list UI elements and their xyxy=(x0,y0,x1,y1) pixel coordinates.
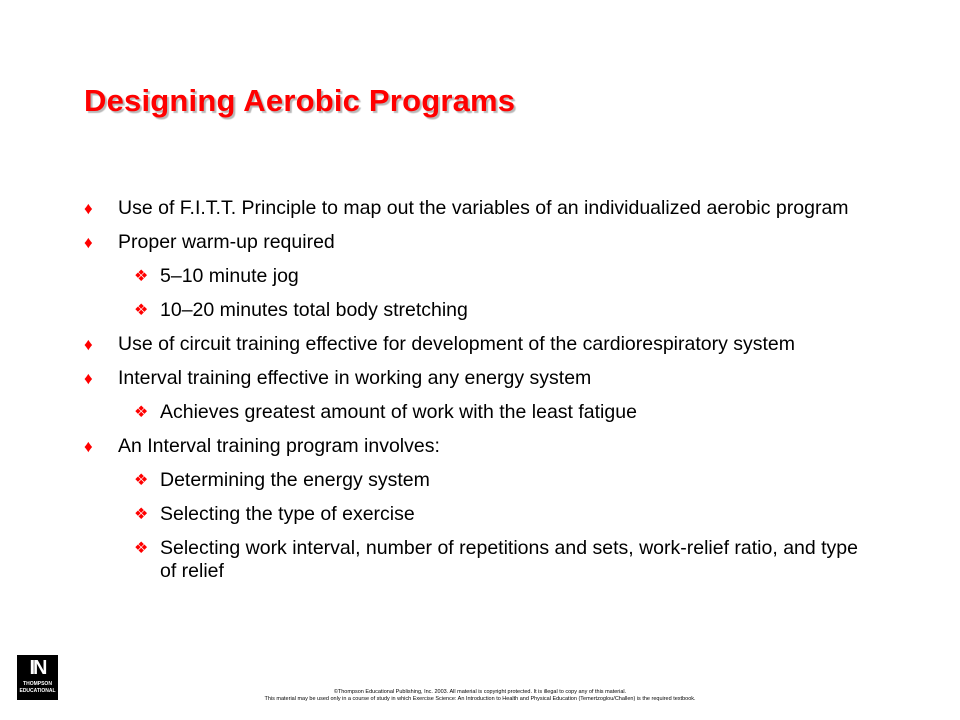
diamond-bullet-icon: ♦ xyxy=(84,233,93,252)
logo-word-line2: EDUCATIONAL xyxy=(19,688,56,694)
logo-word-line1: THOMPSON xyxy=(23,681,52,687)
bullet-item xyxy=(84,367,874,424)
publisher-logo xyxy=(17,655,58,700)
bullet-text: An Interval training program involves: xyxy=(118,435,440,457)
copyright-footer xyxy=(180,689,780,703)
diamond-bullet-icon: ♦ xyxy=(84,437,93,456)
sub-bullet-item xyxy=(118,503,874,526)
four-diamond-bullet-icon: ❖ xyxy=(134,472,149,489)
sub-bullet-list xyxy=(118,469,874,583)
sub-bullet-item xyxy=(118,265,874,288)
sub-bullet-list xyxy=(118,265,874,322)
bullet-item xyxy=(84,231,874,322)
sub-bullet-item xyxy=(118,299,874,322)
sub-bullet-text: Selecting work interval, number of repetitions and sets, work-relief ratio, and type of relief xyxy=(160,537,859,582)
bullet-text: Proper warm-up required xyxy=(118,231,335,253)
usage-notice-line: This material may be used only in a course of study in which Exercise Science: An Introduction to Health and Physical Education (Temertzoglou/Challen) is the required textbook. xyxy=(264,696,696,702)
sub-bullet-item xyxy=(118,537,874,583)
copyright-line: ©Thompson Educational Publishing, Inc. 2003. All material is copyright protected. It is illegal to copy any of this material. xyxy=(333,689,627,695)
sub-bullet-text: Achieves greatest amount of work with the least fatigue xyxy=(160,401,637,423)
bullet-text: Use of circuit training effective for development of the cardiorespiratory system xyxy=(118,333,796,355)
four-diamond-bullet-icon: ❖ xyxy=(134,506,149,523)
sub-bullet-item xyxy=(118,469,874,492)
slide-title: Designing Aerobic Programs xyxy=(84,83,516,118)
sub-bullet-text: 5–10 minute jog xyxy=(160,265,299,287)
bullet-item xyxy=(84,333,874,356)
sub-bullet-text: 10–20 minutes total body stretching xyxy=(160,299,468,321)
logo-mark-icon: IN xyxy=(29,657,46,679)
diamond-bullet-icon: ♦ xyxy=(84,199,93,218)
four-diamond-bullet-icon: ❖ xyxy=(134,268,149,285)
bullet-item xyxy=(84,197,874,220)
four-diamond-bullet-icon: ❖ xyxy=(134,404,149,421)
four-diamond-bullet-icon: ❖ xyxy=(134,540,149,557)
diamond-bullet-icon: ♦ xyxy=(84,369,93,388)
bullet-text: Use of F.I.T.T. Principle to map out the variables of an individualized aerobic program xyxy=(118,197,849,219)
bullet-item xyxy=(84,435,874,583)
sub-bullet-text: Selecting the type of exercise xyxy=(160,503,415,525)
sub-bullet-text: Determining the energy system xyxy=(160,469,430,491)
four-diamond-bullet-icon: ❖ xyxy=(134,302,149,319)
bullet-text: Interval training effective in working any energy system xyxy=(118,367,592,389)
diamond-bullet-icon: ♦ xyxy=(84,335,93,354)
sub-bullet-item xyxy=(118,401,874,424)
bullet-list xyxy=(84,197,874,594)
sub-bullet-list xyxy=(118,401,874,424)
